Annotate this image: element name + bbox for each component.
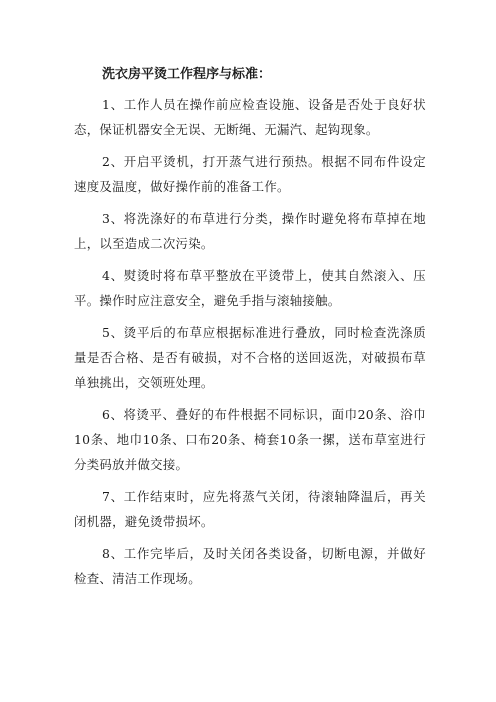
procedure-step-1: 1、工作人员在操作前应检查设施、设备是否处于良好状态，保证机器安全无误、无断绳、无漏汽、起钩现象。	[74, 97, 426, 137]
procedure-step-2: 2、开启平烫机，打开蒸气进行预热。根据不同布件设定速度及温度，做好操作前的准备工作。	[74, 154, 426, 194]
procedure-step-8: 8、工作完毕后，及时关闭各类设备，切断电源，并做好检查、清洁工作现场。	[74, 546, 426, 586]
document-title: 洗衣房平烫工作程序与标准：	[102, 67, 272, 82]
procedure-step-3: 3、将洗涤好的布草进行分类，操作时避免将布草掉在地上，以至造成二次污染。	[74, 211, 426, 251]
document-body	[74, 62, 426, 598]
procedure-step-6: 6、将烫平、叠好的布件根据不同标识，面巾20条、浴巾10条、地巾10条、口布20条、椅套10条一摞，送布草室进行分类码放并做交接。	[74, 407, 426, 472]
procedure-step-5: 5、烫平后的布草应根据标准进行叠放，同时检查洗涤质量是否合格、是否有破损，对不合格的送回返洗，对破损布草单独挑出，交领班处理。	[74, 325, 426, 390]
procedure-step-7: 7、工作结束时，应先将蒸气关闭，待滚轴降温后，再关闭机器，避免烫带损坏。	[74, 489, 426, 529]
procedure-step-4: 4、熨烫时将布草平整放在平烫带上，使其自然滚入、压平。操作时应注意安全，避免手指与滚轴接触。	[74, 268, 426, 308]
